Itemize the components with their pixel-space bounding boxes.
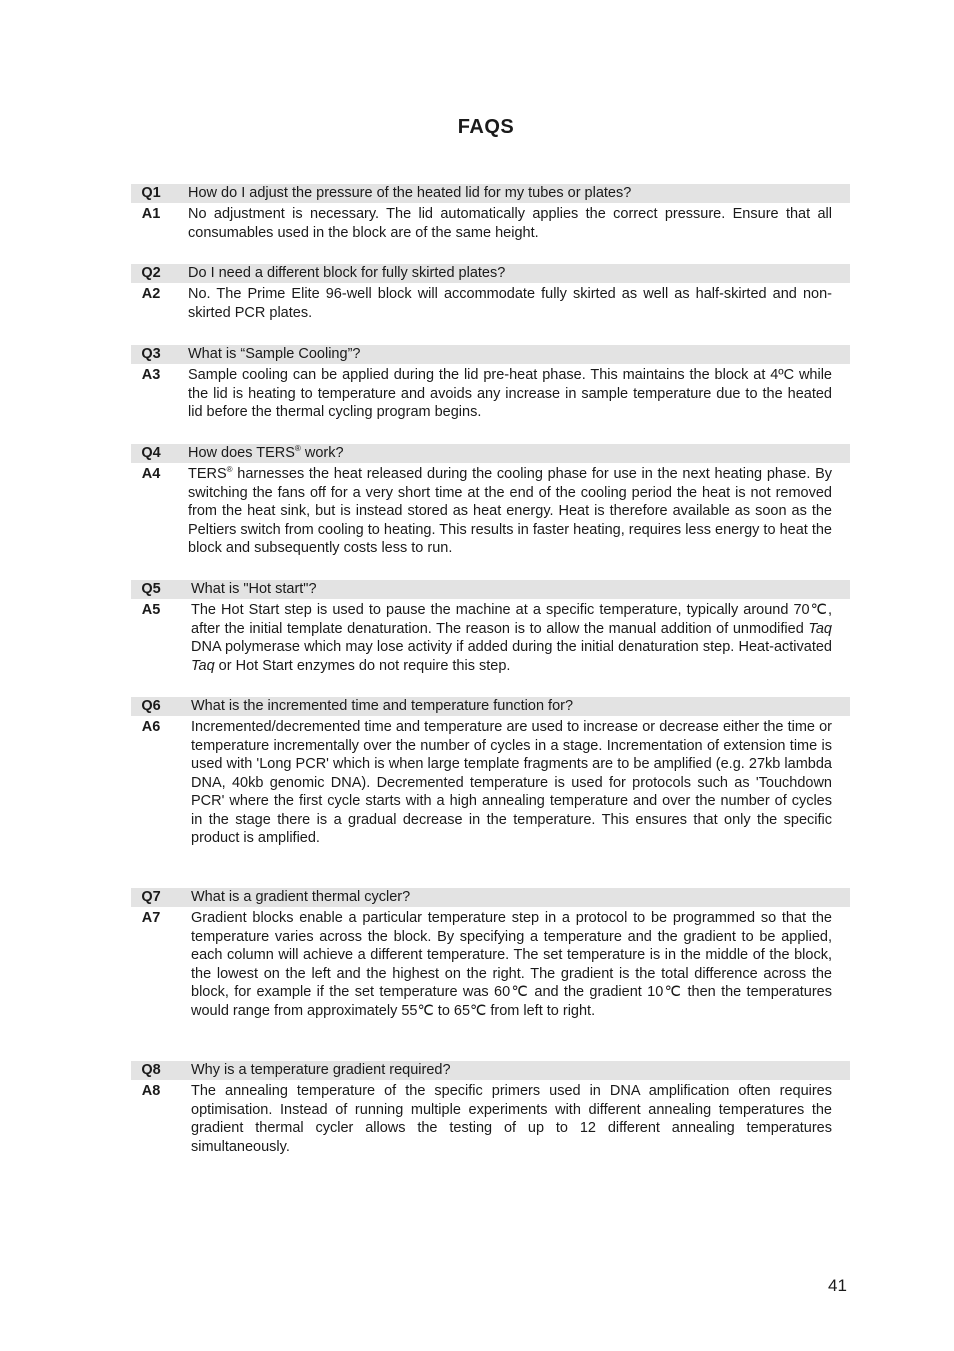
question-text: What is a gradient thermal cycler? xyxy=(191,889,411,905)
answer-text-part: harnesses the heat released during the cooling phase for use in the next heating phase. By switching the fans off for a very short time at the end of the cooling period the heat is not removed from the heat sink, but is instead stored as heat energy. Heat is therefore available as soon as the Peltiers switch from cooling to heating. This results in faster heating, requires less energy to heat the block and subsequently costs less to run. xyxy=(188,466,832,556)
question-text: Do I need a different block for fully skirted plates? xyxy=(188,265,506,281)
question-row xyxy=(131,345,850,364)
question-row xyxy=(131,1061,850,1080)
answer-row xyxy=(131,366,850,422)
answer-row xyxy=(131,205,850,242)
answer-text-part: DNA polymerase which may lose activity if added during the initial denaturation step. Heat-activated xyxy=(191,639,832,655)
answer-number: A7 xyxy=(141,910,161,926)
answer-text-part: The Hot Start step is used to pause the machine at a specific temperature, typically around 70℃, after the initial template denaturation. The reason is to allow the manual addition of unmodified xyxy=(191,602,832,637)
answer-text: Sample cooling can be applied during the lid pre-heat phase. This maintains the block at 4ºC while the lid is heating to temperature and avoids any increase in sample temperature due to the heated lid before the thermal cycling program begins. xyxy=(188,367,832,420)
answer-row xyxy=(131,465,850,558)
answer-row xyxy=(131,718,850,848)
answer-row xyxy=(131,1082,850,1156)
taq-italic: Taq xyxy=(191,657,215,674)
question-number: Q4 xyxy=(141,445,161,461)
question-number: Q2 xyxy=(141,265,161,281)
answer-text: Incremented/decremented time and temperature are used to increase or decrease either the time or temperature incrementally over the number of cycles in a stage. Incrementation of extension time is used with 'Long PCR' which is when large template fragments are to be amplified (e.g. 27kb lambda DNA, 40kb genomic DNA). Decremented temperature is used for protocols such as 'Touchdown PCR' where the first cycle starts with a high annealing temperature and over the number of cycles in the stage there is a gradual decrease in the temperature. This ensures that only the specific product is amplified. xyxy=(191,719,832,846)
answer-text-part: or Hot Start enzymes do not require this step. xyxy=(214,657,511,674)
answer-number: A5 xyxy=(141,602,161,618)
answer-text xyxy=(188,465,832,558)
question-text: How do I adjust the pressure of the heated lid for my tubes or plates? xyxy=(188,185,632,201)
question-text: What is "Hot start"? xyxy=(191,581,317,597)
answer-number: A3 xyxy=(141,367,161,383)
question-text: What is “Sample Cooling”? xyxy=(188,346,361,362)
answer-text: Gradient blocks enable a particular temperature step in a protocol to be programmed so that the temperature varies across the block. By specifying a temperature and the gradient to be applied, each column will achieve a different temperature. The set temperature is in the middle of the block, the lowest on the left and the highest on the right. The gradient is the total difference across the block, for example if the set temperature was 60℃ and the gradient 10℃ then the temperatures would range from approximately 55℃ to 65℃ from left to right. xyxy=(191,910,832,1019)
question-text-part: How does TERS xyxy=(188,445,295,461)
question-row xyxy=(131,184,850,203)
faq-item-8 xyxy=(131,1061,850,1156)
page-title: FAQS xyxy=(457,116,515,138)
answer-text-part: TERS xyxy=(188,466,227,482)
question-number: Q5 xyxy=(141,581,161,597)
answer-row xyxy=(131,285,850,322)
answer-number: A6 xyxy=(141,719,161,735)
faq-item-6 xyxy=(131,697,850,848)
question-text: Why is a temperature gradient required? xyxy=(191,1062,451,1078)
answer-text xyxy=(191,601,832,675)
question-row xyxy=(131,444,850,463)
taq-italic: Taq xyxy=(808,620,832,637)
faq-item-3 xyxy=(131,345,850,422)
question-text-part: work? xyxy=(300,445,344,461)
answer-text: No adjustment is necessary. The lid automatically applies the correct pressure. Ensure that all consumables used in the block are of the same height. xyxy=(188,206,832,241)
question-number: Q3 xyxy=(141,346,161,362)
faq-item-2 xyxy=(131,264,850,322)
answer-number: A4 xyxy=(141,466,161,482)
faq-item-1 xyxy=(131,184,850,242)
answer-text: No. The Prime Elite 96-well block will accommodate fully skirted as well as half-skirted and non-skirted PCR plates. xyxy=(188,286,832,321)
question-number: Q8 xyxy=(141,1062,161,1078)
question-text xyxy=(171,444,850,463)
question-row xyxy=(131,264,850,283)
question-text: What is the incremented time and temperature function for? xyxy=(191,698,574,714)
faq-item-5 xyxy=(131,580,850,675)
answer-number: A8 xyxy=(141,1083,161,1099)
answer-row xyxy=(131,909,850,1020)
answer-number: A1 xyxy=(141,206,161,222)
question-number: Q1 xyxy=(141,185,161,201)
question-number: Q7 xyxy=(141,889,161,905)
question-row xyxy=(131,580,850,599)
registered-mark: ® xyxy=(226,465,233,474)
faq-item-7 xyxy=(131,888,850,1020)
registered-mark: ® xyxy=(294,444,301,453)
question-row xyxy=(131,888,850,907)
question-number: Q6 xyxy=(141,698,161,714)
question-row xyxy=(131,697,850,716)
answer-number: A2 xyxy=(141,286,161,302)
faq-item-4 xyxy=(131,444,850,558)
page-number: 41 xyxy=(828,1276,847,1295)
answer-text: The annealing temperature of the specific primers used in DNA amplification often requires optimisation. Instead of running multiple experiments with different annealing temperatures the gradient thermal cycler allows the testing of up to 12 different annealing temperatures simultaneously. xyxy=(191,1083,832,1155)
answer-row xyxy=(131,601,850,675)
